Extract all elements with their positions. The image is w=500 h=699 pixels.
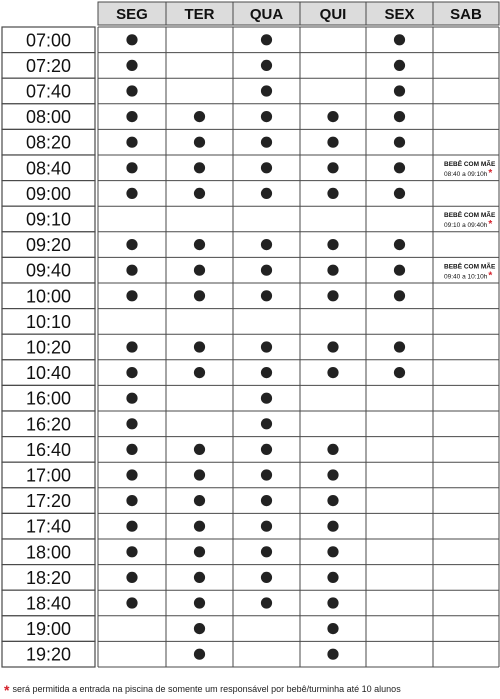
saturday-note-range-text: 09:40 a 10:10h — [444, 273, 488, 281]
class-dot-seg — [126, 162, 137, 173]
day-header-sex: SEX — [384, 6, 415, 23]
footnote-text: será permitida a entrada na piscina de somente um responsável por bebê/turminha até 10 alunos — [12, 684, 401, 694]
class-dot-seg — [126, 34, 137, 45]
class-dot-qui — [327, 649, 338, 660]
time-label: 09:40 — [25, 260, 72, 281]
class-dot-sex — [394, 85, 405, 96]
class-dot-qui — [327, 162, 338, 173]
time-label: 17:40 — [25, 516, 72, 537]
saturday-note-star: * — [488, 270, 493, 282]
time-label: 07:20 — [25, 55, 72, 76]
footnote — [4, 682, 498, 696]
saturday-note-title: BEBÊ COM MÃE — [444, 212, 496, 220]
class-dot-ter — [194, 341, 205, 352]
saturday-note-range-text: 08:40 a 09:10h — [444, 171, 488, 178]
class-dot-qua — [261, 418, 272, 429]
class-dot-sex — [394, 367, 405, 378]
time-label: 18:00 — [25, 542, 72, 563]
class-dot-qua — [261, 60, 272, 71]
saturday-note-range — [444, 219, 492, 230]
saturday-note-title: BEBÊ COM MÃE — [444, 161, 496, 168]
time-label: 16:40 — [25, 439, 72, 460]
saturday-note-title: BEBÊ COM MÃE — [444, 263, 496, 271]
time-label: 09:10 — [25, 209, 72, 230]
class-dot-qui — [327, 290, 338, 301]
class-dot-ter — [194, 239, 205, 250]
class-dot-seg — [126, 572, 137, 583]
class-dot-sex — [394, 341, 405, 352]
class-dot-sex — [394, 137, 405, 148]
class-dot-qui — [327, 239, 338, 250]
class-dot-seg — [126, 418, 137, 429]
class-dot-sex — [394, 188, 405, 199]
class-dot-qua — [261, 239, 272, 250]
class-dot-seg — [126, 265, 137, 276]
class-dot-qua — [261, 111, 272, 122]
class-dot-sex — [394, 290, 405, 301]
time-label: 17:00 — [25, 465, 72, 486]
class-dot-sex — [394, 265, 405, 276]
class-dot-seg — [126, 444, 137, 455]
class-dot-qua — [261, 546, 272, 557]
class-dot-seg — [126, 341, 137, 352]
day-header-seg: SEG — [116, 6, 148, 23]
class-dot-ter — [194, 162, 205, 173]
class-dot-qua — [261, 85, 272, 96]
class-dot-ter — [194, 649, 205, 660]
class-dot-qua — [261, 521, 272, 532]
class-dot-qui — [327, 367, 338, 378]
class-dot-qua — [261, 341, 272, 352]
class-dot-ter — [194, 597, 205, 608]
class-dot-qui — [327, 597, 338, 608]
class-dot-qua — [261, 290, 272, 301]
class-dot-seg — [126, 60, 137, 71]
class-dot-sex — [394, 239, 405, 250]
day-header-sab: SAB — [450, 6, 482, 23]
class-dot-seg — [126, 290, 137, 301]
class-dot-sex — [394, 60, 405, 71]
time-label: 09:20 — [25, 235, 72, 256]
class-dot-seg — [126, 393, 137, 404]
class-dot-qua — [261, 137, 272, 148]
footnote-star: * — [4, 682, 10, 698]
time-label: 08:20 — [25, 132, 72, 153]
saturday-note-range-text: 09:10 a 09:40h — [444, 222, 488, 230]
saturday-note-star: * — [488, 168, 493, 179]
class-dot-qua — [261, 469, 272, 480]
class-dot-qua — [261, 393, 272, 404]
class-dot-ter — [194, 495, 205, 506]
time-label: 07:00 — [25, 30, 72, 51]
class-dot-qui — [327, 111, 338, 122]
class-dot-ter — [194, 367, 205, 378]
class-dot-qua — [261, 572, 272, 583]
class-dot-seg — [126, 85, 137, 96]
time-label: 10:10 — [25, 311, 72, 332]
time-label: 07:40 — [25, 81, 72, 102]
class-dot-seg — [126, 546, 137, 557]
time-label: 16:20 — [25, 414, 72, 435]
class-dot-sex — [394, 162, 405, 173]
class-dot-qua — [261, 34, 272, 45]
class-dot-qua — [261, 597, 272, 608]
time-label: 19:20 — [25, 644, 72, 665]
class-dot-qua — [261, 444, 272, 455]
class-dot-seg — [126, 111, 137, 122]
class-dot-qui — [327, 469, 338, 480]
class-dot-qui — [327, 521, 338, 532]
saturday-note-range — [444, 168, 492, 179]
class-dot-qua — [261, 367, 272, 378]
class-dot-ter — [194, 290, 205, 301]
class-dot-ter — [194, 469, 205, 480]
class-dot-ter — [194, 188, 205, 199]
class-dot-qui — [327, 137, 338, 148]
class-dot-sex — [394, 34, 405, 45]
class-dot-qua — [261, 495, 272, 506]
class-dot-seg — [126, 367, 137, 378]
time-label: 17:20 — [25, 491, 72, 512]
class-dot-seg — [126, 495, 137, 506]
class-dot-seg — [126, 521, 137, 532]
class-dot-ter — [194, 521, 205, 532]
class-dot-ter — [194, 111, 205, 122]
time-label: 09:00 — [25, 183, 72, 204]
class-dot-seg — [126, 188, 137, 199]
time-label: 10:40 — [25, 363, 72, 384]
class-dot-seg — [126, 239, 137, 250]
time-label: 08:00 — [25, 107, 72, 128]
class-dot-seg — [126, 137, 137, 148]
class-dot-ter — [194, 623, 205, 634]
class-dot-qui — [327, 444, 338, 455]
class-dot-qui — [327, 572, 338, 583]
saturday-note-range — [444, 270, 492, 281]
class-dot-ter — [194, 444, 205, 455]
class-dot-qua — [261, 162, 272, 173]
class-dot-qui — [327, 623, 338, 634]
time-label: 18:20 — [25, 567, 72, 588]
class-dot-seg — [126, 597, 137, 608]
class-dot-qua — [261, 188, 272, 199]
time-label: 16:00 — [25, 388, 72, 409]
time-label: 19:00 — [25, 619, 72, 640]
class-dot-qui — [327, 188, 338, 199]
class-dot-qui — [327, 546, 338, 557]
class-dot-ter — [194, 572, 205, 583]
time-label: 10:20 — [25, 337, 72, 358]
saturday-note-star: * — [488, 219, 493, 231]
class-dot-qua — [261, 265, 272, 276]
class-dot-qui — [327, 265, 338, 276]
class-dot-ter — [194, 137, 205, 148]
time-label: 08:40 — [25, 158, 72, 179]
time-label: 18:40 — [25, 593, 72, 614]
day-header-qua: QUA — [249, 6, 284, 23]
class-dot-ter — [194, 265, 205, 276]
class-dot-sex — [394, 111, 405, 122]
class-dot-ter — [194, 546, 205, 557]
class-dot-seg — [126, 469, 137, 480]
class-dot-qui — [327, 341, 338, 352]
day-header-ter: TER — [184, 6, 215, 23]
day-header-qui: QUI — [319, 6, 347, 23]
time-label: 10:00 — [25, 286, 72, 307]
class-dot-qui — [327, 495, 338, 506]
